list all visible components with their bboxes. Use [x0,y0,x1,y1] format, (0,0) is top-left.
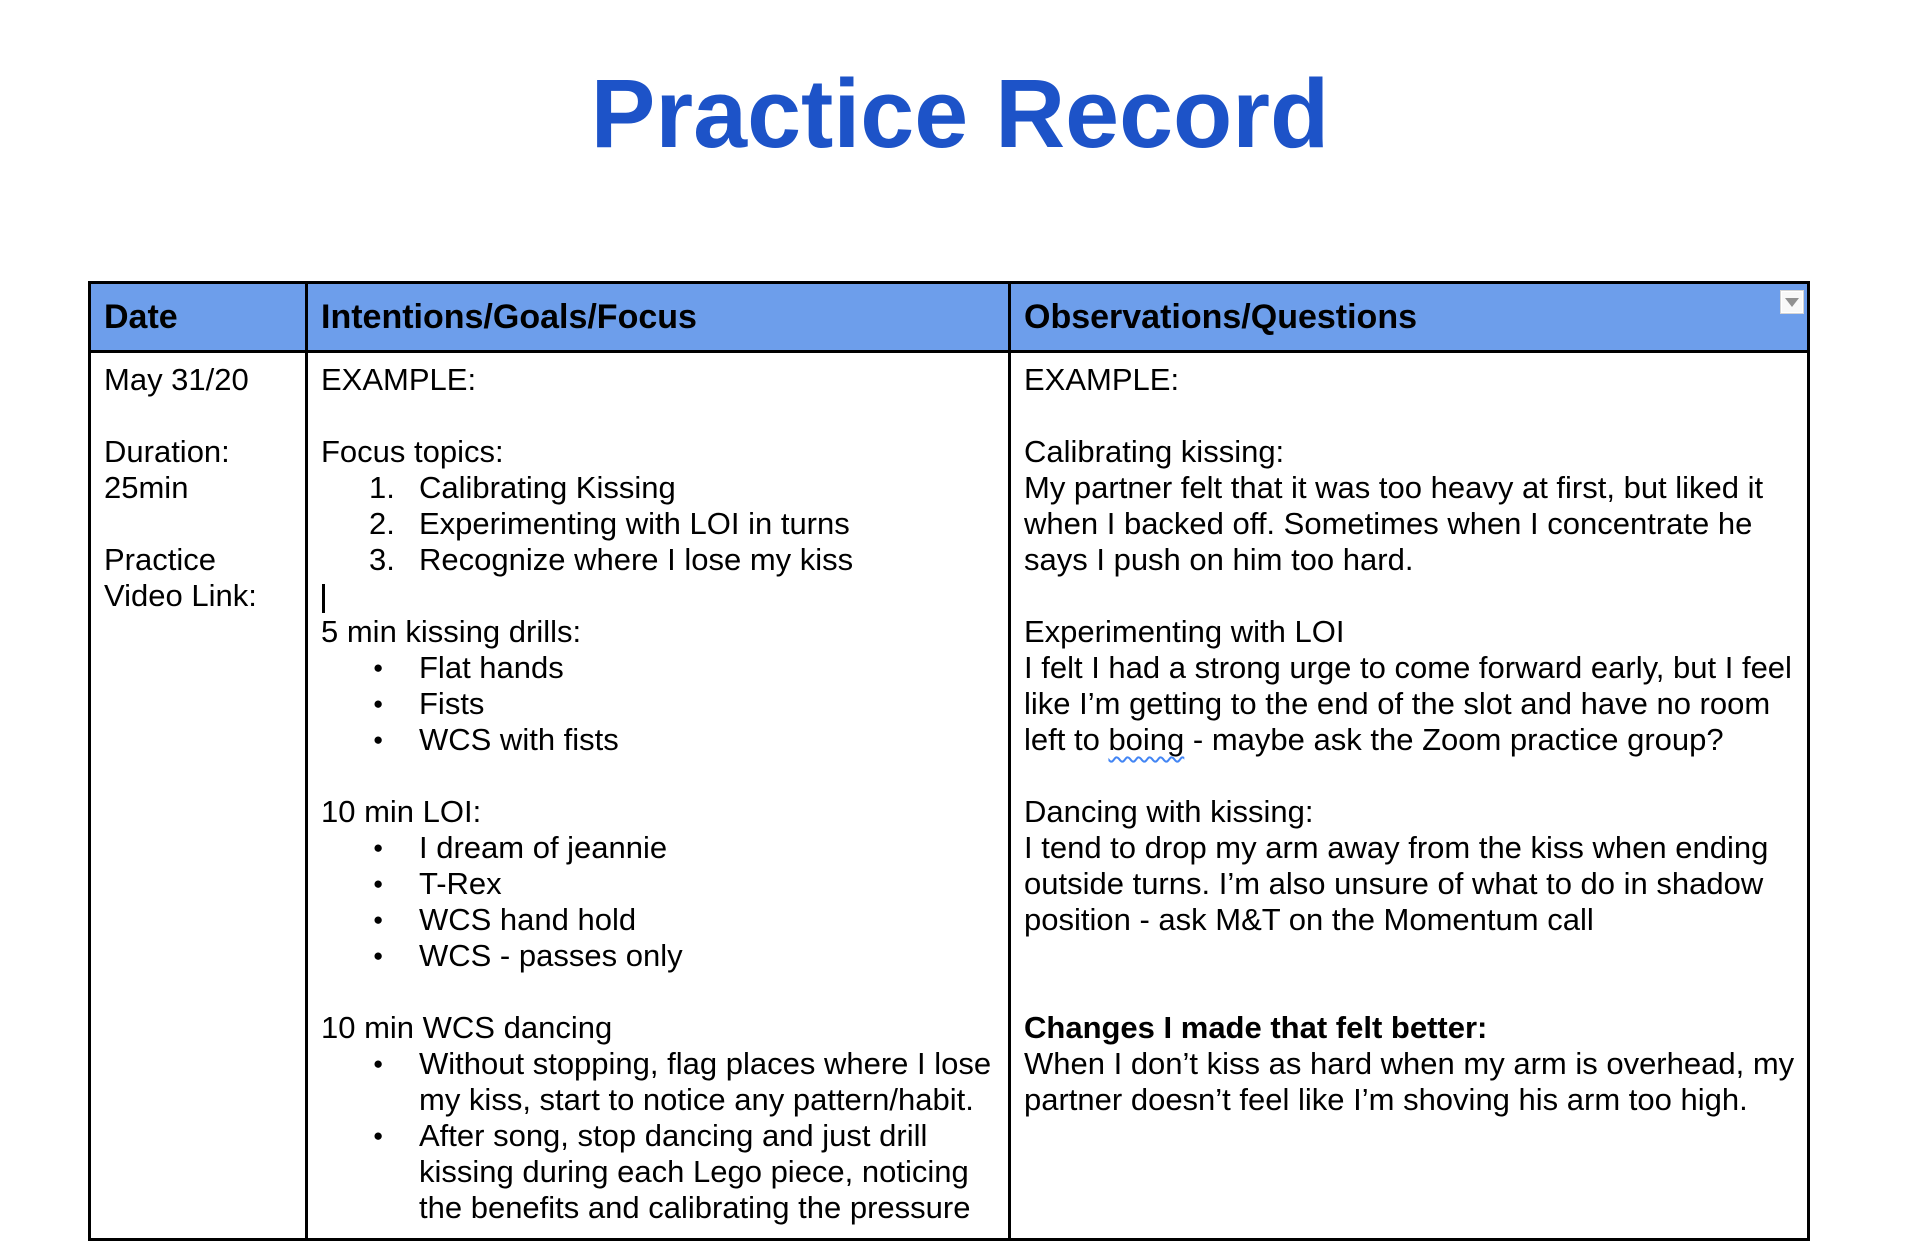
blank-line [104,398,293,434]
bullet-marker: ● [373,838,384,857]
observations-cell-content [1011,353,1807,1130]
list-item [321,470,996,506]
bullet-marker: ● [373,946,384,965]
paragraph: 5 min kissing drills: [321,614,582,649]
bullet-marker: ● [373,694,384,713]
list-item [321,938,996,974]
list-item-text: Without stopping, flag places where I lose my kiss, start to notice any pattern/habit. [419,1046,992,1117]
bullet-marker: ● [373,730,384,749]
list-item [321,866,996,902]
paragraph: 10 min LOI: [321,794,482,829]
practice-record-table [88,281,1810,1241]
paragraph [1024,650,1795,758]
date-cell[interactable] [90,352,307,1240]
list-item-text: WCS hand hold [419,902,637,937]
blank-line [1024,398,1795,434]
paragraph: May 31/20 [104,362,249,397]
list-item [321,542,996,578]
blank-line [104,506,293,542]
list-item-text: WCS with fists [419,722,619,757]
text-run: I felt I had a strong urge to come forward early, but I feel like I’m getting to the end of the slot and have no room left to [1024,650,1792,757]
number-marker: 1. [369,470,395,505]
list-item-text: WCS - passes only [419,938,683,973]
list-item-text: Recognize where I lose my kiss [419,542,854,577]
header-cell-date[interactable]: Date [90,283,307,352]
table-header-row [90,283,1809,352]
list-item-text: Experimenting with LOI in turns [419,506,850,541]
list-item [321,506,996,542]
blank-line [321,398,996,434]
intentions-cell-content [308,353,1008,1238]
blank-line [1024,938,1795,974]
paragraph: I tend to drop my arm away from the kiss when ending outside turns. I’m also unsure of what to do in shadow position - ask M&T on the Momentum call [1024,830,1769,937]
list-item [321,1046,996,1118]
bullet-marker: ● [373,1054,384,1073]
list-item-text: After song, stop dancing and just drill kissing during each Lego piece, noticing the benefits and calibrating the pressure [419,1118,971,1225]
blank-line [1024,578,1795,614]
table-cell-dropdown-icon[interactable] [1780,290,1804,314]
list-item-text: T-Rex [419,866,502,901]
paragraph: Duration: 25min [104,434,230,505]
cursor-line [321,578,996,614]
paragraph: EXAMPLE: [321,362,477,397]
list-item [321,902,996,938]
page-title: Practice Record [590,59,1330,168]
list-item [321,830,996,866]
paragraph: Practice Video Link: [104,542,257,613]
paragraph: EXAMPLE: [1024,362,1180,397]
list-item [321,650,996,686]
paragraph: When I don’t kiss as hard when my arm is overhead, my partner doesn’t feel like I’m shoving his arm too high. [1024,1046,1795,1117]
chevron-down-icon [1785,298,1799,307]
blank-line [1024,974,1795,1010]
paragraph: My partner felt that it was too heavy at first, but liked it when I backed off. Sometimes when I concentrate he says I push on him too hard. [1024,470,1764,577]
list-item-text: Flat hands [419,650,564,685]
table-body-row [90,352,1809,1240]
blank-line [321,758,996,794]
list-item [321,686,996,722]
bullet-marker: ● [373,1126,384,1145]
date-cell-content [91,353,305,626]
list-item-text: Fists [419,686,485,721]
misspelled-word: boing [1108,722,1185,757]
header-cell-observations[interactable]: Observations/Questions [1010,283,1809,352]
list-item-text: Calibrating Kissing [419,470,676,505]
blank-line [1024,758,1795,794]
paragraph: Changes I made that felt better: [1024,1010,1488,1045]
number-marker: 3. [369,542,395,577]
observations-cell[interactable] [1010,352,1809,1240]
list-item [321,722,996,758]
paragraph: Experimenting with LOI [1024,614,1345,649]
header-cell-intentions[interactable]: Intentions/Goals/Focus [307,283,1010,352]
paragraph: Dancing with kissing: [1024,794,1314,829]
blank-line [321,974,996,1010]
text-run: - maybe ask the Zoom practice group? [1184,722,1724,757]
number-marker: 2. [369,506,395,541]
paragraph: Calibrating kissing: [1024,434,1285,469]
list-item-text: I dream of jeannie [419,830,668,865]
text-cursor [322,584,325,613]
intentions-cell[interactable] [307,352,1010,1240]
paragraph: Focus topics: [321,434,504,469]
bullet-marker: ● [373,910,384,929]
list-item [321,1118,996,1226]
bullet-marker: ● [373,874,384,893]
paragraph: 10 min WCS dancing [321,1010,613,1045]
bullet-marker: ● [373,658,384,677]
